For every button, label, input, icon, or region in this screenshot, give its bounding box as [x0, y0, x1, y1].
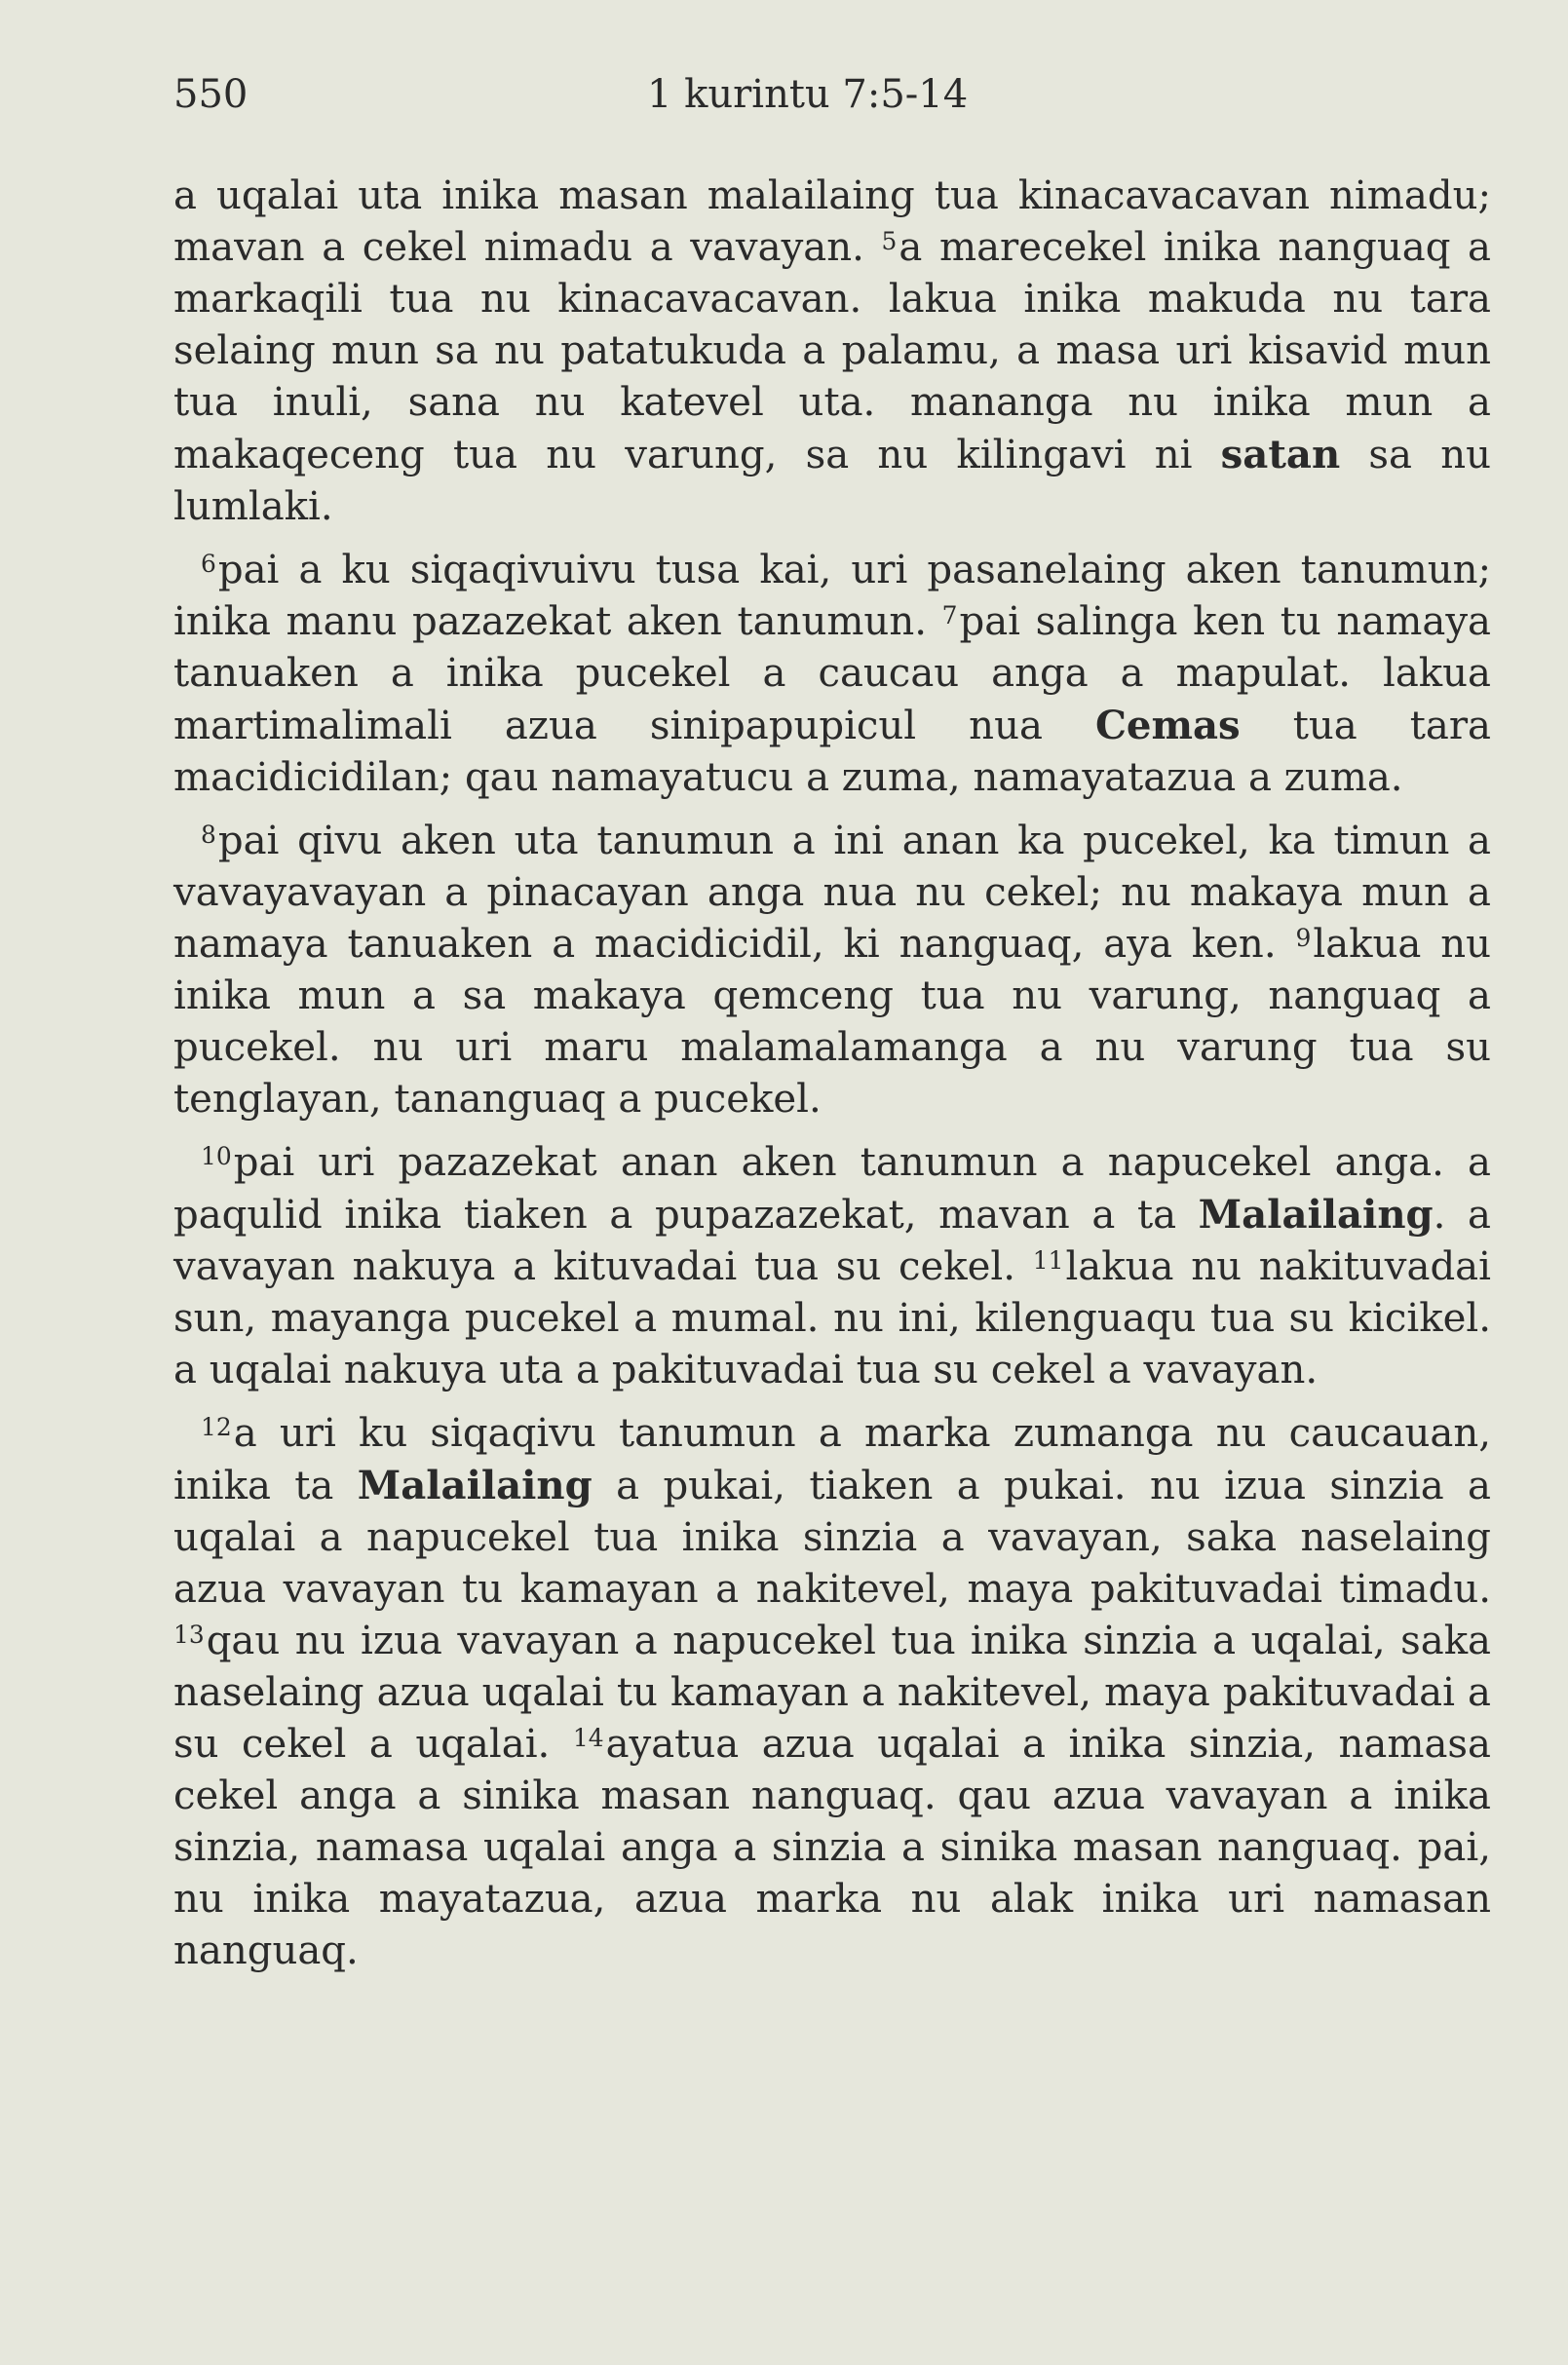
paragraph	[173, 171, 1491, 533]
paragraph	[173, 1408, 1491, 1977]
text-run: pai uri pazazekat anan aken tanumun a napucekel anga. a paqulid inika tiaken a pupazazekat, mavan a ta	[173, 1140, 1491, 1238]
text-run: lakua nu inika mun a sa makaya qemceng tua nu varung, nanguaq a pucekel. nu uri maru malamalamanga a nu varung tua su tenglayan, tananguaq a pucekel.	[173, 922, 1492, 1122]
text-run: sa nu lumlaki.	[173, 433, 1491, 529]
text-run: a marecekel inika nanguaq a markaqili tua nu kinacavacavan. lakua inika makuda nu tara selaing mun sa nu patatukuda a palamu, a masa uri kisavid mun tua inuli, sana nu katevel uta. mananga nu inika mun a makaqeceng tua nu varung, sa nu kilingavi ni	[173, 225, 1492, 477]
text-run: ayatua azua uqalai a inika sinzia, namasa cekel anga a sinika masan nanguaq. qau azua vavayan a inika sinzia, namasa uqalai anga a sinzia a sinika masan nanguaq. pai, nu inika mayatazua, azua marka nu alak inika uri namasan nanguaq.	[173, 1722, 1491, 1973]
paragraph	[173, 1137, 1491, 1396]
text-run: pai qivu aken uta tanumun a ini anan ka pucekel, ka timun a vavayavayan a pinacayan anga nua nu cekel; nu makaya mun a namaya tanuaken a macidicidil, ki nanguaq, aya ken.	[173, 819, 1491, 967]
verse-number: 6	[201, 549, 216, 578]
text-run: lakua nu nakituvadai sun, mayanga pucekel a mumal. nu ini, kilenguaqu tua su kicikel. a uqalai nakuya uta a pakituvadai tua su cekel a vavayan.	[173, 1244, 1491, 1392]
text-run: a pukai, tiaken a pukai. nu izua sinzia a uqalai a napucekel tua inika sinzia a vavayan, saka naselaing azua vavayan tu kamayan a nakitevel, maya pakituvadai timadu.	[173, 1464, 1491, 1612]
text-run: qau nu izua vavayan a napucekel tua inika sinzia a uqalai, saka naselaing azua uqalai tu kamayan a nakitevel, maya pakituvadai a su cekel a uqalai.	[173, 1619, 1491, 1767]
text-run: . a vavayan nakuya a kituvadai tua su cekel.	[173, 1193, 1491, 1289]
verse-number: 5	[881, 226, 898, 255]
emphasized-word: Cemas	[1094, 703, 1241, 748]
paragraph	[173, 816, 1491, 1125]
verse-number: 13	[173, 1620, 205, 1649]
verse-number: 10	[201, 1141, 232, 1170]
verse-number: 7	[941, 600, 958, 629]
paragraph	[173, 545, 1491, 804]
verse-number: 12	[201, 1412, 232, 1441]
verse-number: 8	[201, 820, 216, 849]
body-text	[173, 171, 1491, 1977]
verse-number: 9	[1295, 923, 1312, 952]
verse-number: 11	[1032, 1245, 1064, 1275]
emphasized-word: Malailaing	[357, 1463, 593, 1508]
emphasized-word: Malailaing	[1198, 1192, 1434, 1238]
text-run: a uqalai uta inika masan malailaing tua kinacavacavan nimadu; mavan a cekel nimadu a vavayan.	[173, 173, 1491, 270]
text-run: pai salinga ken tu namaya tanuaken a inika pucekel a caucau anga a mapulat. lakua martimalimali azua sinipapupicul nua	[173, 599, 1491, 748]
page-number: 550	[173, 72, 249, 117]
emphasized-word: satan	[1220, 432, 1341, 477]
verse-number: 14	[572, 1723, 604, 1752]
text-run: pai a ku siqaqivuivu tusa kai, uri pasanelaing aken tanumun; inika manu pazazekat aken tanumun.	[173, 548, 1491, 644]
text-run: a uri ku siqaqivu tanumun a marka zumanga nu caucauan, inika ta	[173, 1411, 1491, 1508]
text-run: tua tara macidicidilan; qau namayatucu a zuma, namayatazua a zuma.	[173, 704, 1491, 800]
running-head: 1 kurintu 7:5-14	[647, 72, 969, 117]
